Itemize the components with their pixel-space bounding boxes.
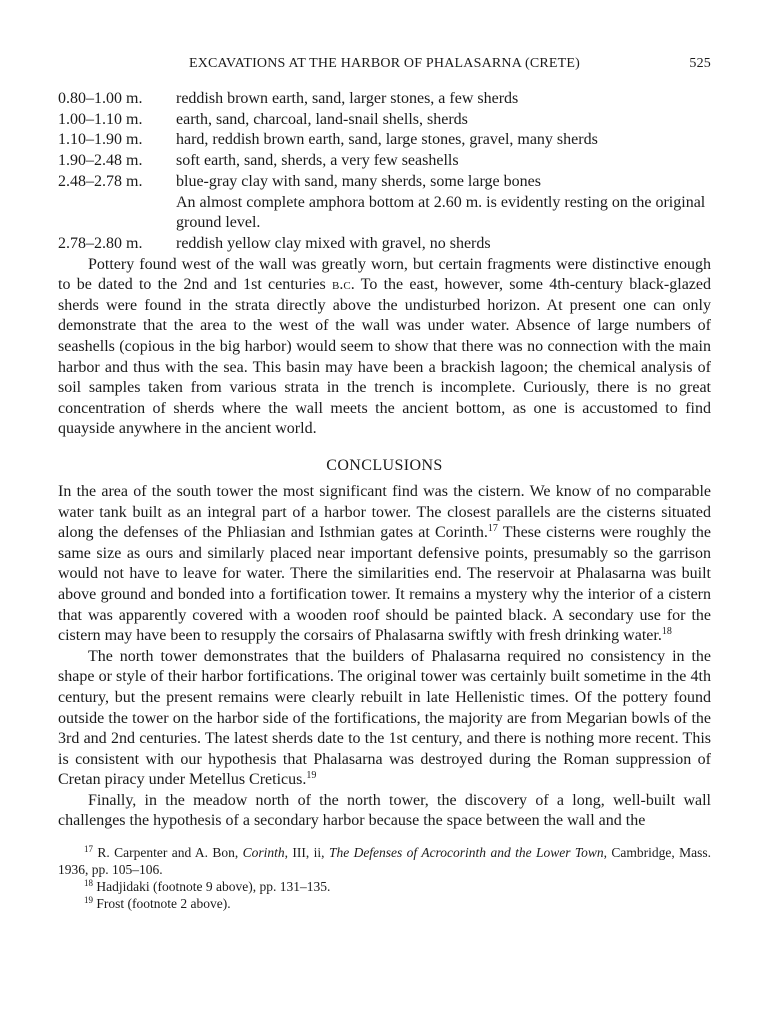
strata-row [58, 89, 711, 110]
paragraph-pottery [58, 255, 711, 440]
strata-depth: 2.78–2.80 m. [58, 234, 143, 252]
paragraph-meadow: Finally, in the meadow north of the north tower, the discovery of a long, well-built wall challenges the hypothesis of a secondary harbor because the space between the wall and the [58, 791, 711, 830]
section-heading: CONCLUSIONS [326, 456, 443, 474]
strata-list [58, 89, 711, 255]
footnote-number: 18 [84, 878, 93, 889]
page [58, 52, 711, 912]
footnote-ref: 19 [306, 770, 317, 782]
strata-row [58, 151, 711, 172]
text-run: R. Carpenter and A. Bon, [97, 845, 243, 861]
strata-description: reddish brown earth, sand, larger stones, a few sherds [176, 90, 519, 107]
strata-row [58, 172, 711, 193]
text-run: Hadjidaki (footnote 9 above), pp. 131–135. [96, 879, 331, 895]
footnote-17 [58, 844, 711, 878]
footnote-ref: 17 [487, 523, 498, 535]
paragraph-north-tower [58, 647, 711, 791]
italic-title: Corinth [242, 845, 285, 861]
strata-depth: 1.00–1.10 m. [58, 110, 143, 128]
strata-row [58, 234, 711, 255]
strata-depth: 1.90–2.48 m. [58, 152, 143, 170]
bc-abbreviation: b.c. [332, 276, 355, 294]
text-run: These cisterns were roughly the same size as ours and similarly placed near important defensive points, presumably so the garrison would not have to leave for water. There the similarities end. The reservoir at Phalasarna was built above ground and bonded into a fortification tower. It remains a mystery why the interior of a cistern that was apparently covered with a wooden roof should be painted black. A secondary use for the cistern may have been to resupply the corsairs of Phalasarna swiftly with fresh drinking water. [58, 524, 711, 645]
strata-description: soft earth, sand, sherds, a very few seashells [176, 152, 459, 170]
italic-title: The Defenses of Acrocorinth and the Lower Town [328, 845, 604, 861]
strata-row [58, 130, 711, 151]
running-head-title: EXCAVATIONS AT THE HARBOR OF PHALASARNA (CRETE) [188, 56, 581, 71]
strata-description: reddish yellow clay mixed with gravel, no sherds [176, 234, 491, 252]
text-run: The north tower demonstrates that the builders of Phalasarna required no consistency in the shape or style of their harbor fortifications. The original tower was certainly built sometime in the 4th century, but the present remains were clearly rebuilt in late Hellenistic times. Of the pottery found outside the tower on the harbor side of the fortifications, the majority are from Megarian bowls of the 3rd and 2nd centuries. The latest sherds date to the 1st century, and there is nothing more recent. This is consistent with our hypothesis that Phalasarna was destroyed during the Roman suppression of Cretan piracy under Metellus Creticus. [58, 647, 711, 789]
strata-description: earth, sand, charcoal, land-snail shells, sherds [176, 110, 468, 128]
paragraph-cistern [58, 482, 711, 647]
footnote-number: 17 [84, 844, 93, 855]
footnote-number: 19 [84, 895, 93, 906]
running-head [58, 52, 711, 76]
text-run: Pottery found west of the wall was greatly worn, but certain fragments were distinctive enough to be dated to the 2nd and 1st centuries [58, 255, 711, 294]
strata-row [58, 110, 711, 131]
text-run: , III, ii, [284, 845, 329, 861]
page-number: 525 [689, 56, 711, 71]
text-run: To the east, however, some 4th-century black-glazed sherds were found in the strata directly above the undisturbed horizon. At present one can only demonstrate that the area to the west of the wall was under water. Absence of large numbers of seashells (copious in the big harbor) would seem to show that there was no connection with the main harbor and thus with the sea. This basin may have been a brackish lagoon; the chemical analysis of soil samples taken from various strata in the trench is incomplete. Curiously, there is no great concentration of sherds where the wall meets the ancient bottom, as one is accustomed to find quayside anywhere in the ancient world. [58, 276, 712, 438]
strata-note: An almost complete amphora bottom at 2.60 m. is evidently resting on the original ground level. [176, 193, 706, 232]
strata-depth: 1.10–1.90 m. [58, 131, 143, 149]
footnotes [58, 844, 711, 912]
strata-description: blue-gray clay with sand, many sherds, some large bones [176, 172, 541, 190]
strata-description: hard, reddish brown earth, sand, large stones, gravel, many sherds [176, 131, 598, 149]
footnote-18 [58, 878, 711, 895]
text-run: Frost (footnote 2 above). [96, 896, 231, 912]
text-run: In the area of the south tower the most significant find was the cistern. We know of no comparable water tank built as an integral part of a harbor tower. The closest parallels are the cisterns situated along the defenses of the Phliasian and Isthmian gates at Corinth. [58, 482, 711, 542]
strata-depth: 2.48–2.78 m. [58, 172, 143, 190]
footnote-ref: 18 [661, 626, 672, 638]
text-run: , Cambridge, Mass. 1936, pp. 105–106. [58, 845, 711, 878]
strata-depth: 0.80–1.00 m. [58, 90, 143, 107]
footnote-19 [58, 895, 711, 912]
